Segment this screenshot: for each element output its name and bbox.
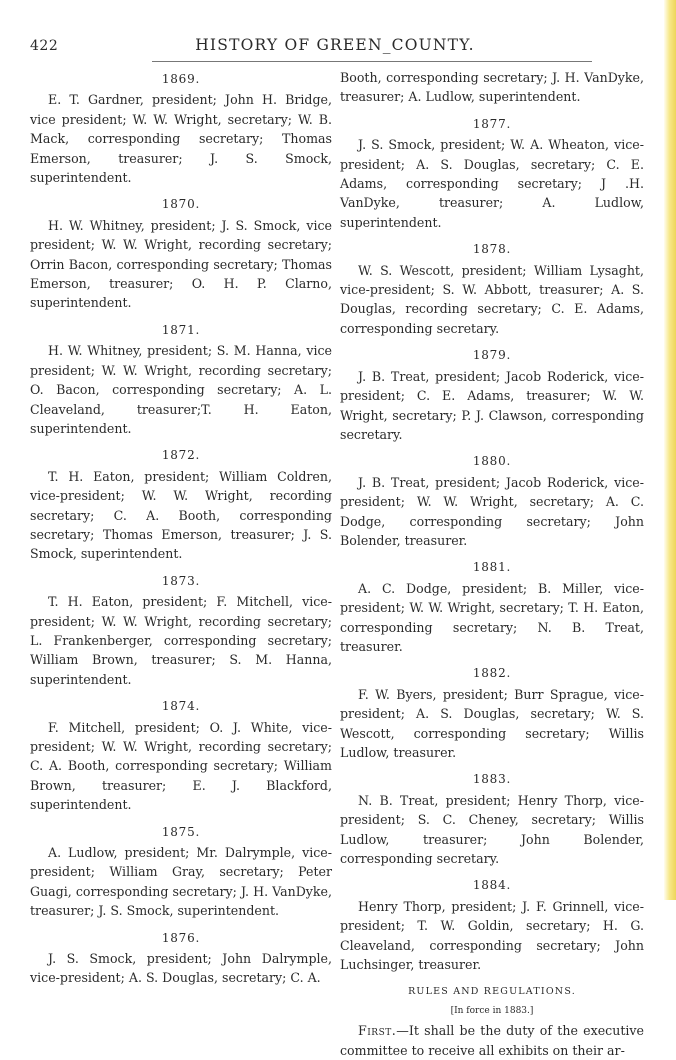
rule-text: —It shall be the duty of the executive committee to receive all exhibits on their ar- xyxy=(340,1023,644,1058)
page-header xyxy=(30,36,640,58)
year-heading: 1872. xyxy=(161,448,201,463)
year-heading: 1870. xyxy=(161,197,201,212)
rule-paragraph-first xyxy=(340,1021,644,1060)
officer-entry: H. W. Whitney, president; S. M. Hanna, vice president; W. W. Wright, recording secretary; O. Bacon, corresponding secretary; A. L. Cleaveland, treasurer;T. H. Eaton, superintendent. xyxy=(30,343,332,436)
year-heading: 1871. xyxy=(161,322,201,337)
header-rule xyxy=(152,61,592,62)
officer-entry: T. H. Eaton, president; William Coldren, vice-president; W. W. Wright, recording secretary; C. A. Booth, corresponding secretary; Thomas Emerson, treasurer; J. S. Smock, superintendent. xyxy=(30,468,332,562)
officer-entry: F. W. Byers, president; Burr Sprague, vice-president; A. S. Douglas, secretary; W. S. Wescott, corresponding secretary; Willis Ludlow, treasurer. xyxy=(340,686,644,760)
officer-entry: F. Mitchell, president; O. J. White, vice-president; W. W. Wright, recording secretary; C. A. Booth, corresponding secretary; William Brown, treasurer; E. J. Blackford, superintendent. xyxy=(30,719,332,813)
officer-entry: J. S. Smock, president; John Dalrymple, vice-president; A. S. Douglas, secretary; C. A. xyxy=(30,951,332,986)
year-heading: 1879. xyxy=(472,348,512,363)
year-heading: 1874. xyxy=(161,699,201,714)
officer-entry: N. B. Treat, president; Henry Thorp, vice-president; S. C. Cheney, secretary; Willis Ludlow, treasurer; John Bolender, corresponding secretary. xyxy=(340,792,644,867)
year-heading: 1876. xyxy=(161,930,201,945)
year-heading: 1884. xyxy=(472,878,512,893)
year-heading: 1875. xyxy=(161,824,201,839)
officer-entry: A. C. Dodge, president; B. Miller, vice-president; W. W. Wright, secretary; T. H. Eaton, corresponding secretary; N. B. Treat, treasurer. xyxy=(340,580,644,654)
officer-entry: T. H. Eaton, president; F. Mitchell, vice-president; W. W. Wright, recording secretary; L. Frankenberger, corresponding secretary; William Brown, treasurer; S. M. Hanna, superintendent. xyxy=(30,594,332,687)
year-heading: 1873. xyxy=(161,573,201,588)
rule-lead-word: First. xyxy=(358,1023,397,1039)
page-number: 422 xyxy=(30,38,59,54)
right-column xyxy=(340,68,644,1060)
year-heading: 1880. xyxy=(472,454,512,469)
rules-section-title: RULES AND REGULATIONS. xyxy=(408,986,576,998)
left-column xyxy=(30,68,332,996)
year-heading: 1877. xyxy=(472,116,512,131)
page-edge xyxy=(664,0,676,900)
officer-entry: J. B. Treat, president; Jacob Roderick, vice-president; W. W. Wright, secretary; A. C. Dodge, corresponding secretary; John Bolender, treasurer. xyxy=(340,474,644,548)
officer-entry: Henry Thorp, president; J. F. Grinnell, vice-president; T. W. Goldin, secretary; H. G. Cleaveland, corresponding secretary; John Luchsinger, treasurer. xyxy=(340,898,644,973)
continued-entry: Booth, corresponding secretary; J. H. VanDyke, treasurer; A. Ludlow, superintendent. xyxy=(340,70,644,105)
year-heading: 1878. xyxy=(472,242,512,257)
year-heading: 1869. xyxy=(161,72,201,86)
officer-entry: A. Ludlow, president; Mr. Dalrymple, vice-president; William Gray, secretary; Peter Guagi, corresponding secretary; J. H. VanDyke, treasurer; J. S. Smock, superintendent. xyxy=(30,845,332,919)
officer-entry: H. W. Whitney, president; J. S. Smock, vice president; W. W. Wright, recording secretary; Orrin Bacon, corresponding secretary; Thomas Emerson, treasurer; O. H. P. Clarno, superintendent. xyxy=(30,217,332,311)
officer-entry: J. B. Treat, president; Jacob Roderick, vice-president; C. E. Adams, treasurer; W. W. Wright, secretary; P. J. Clawson, corresponding secretary. xyxy=(340,368,644,442)
officer-entry: E. T. Gardner, president; John H. Bridge, vice president; W. W. Wright, secretary; W. B. Mack, corresponding secretary; Thomas Emerson, treasurer; J. S. Smock, superintendent. xyxy=(30,92,332,186)
running-title: HISTORY OF GREEN_COUNTY. xyxy=(195,36,475,54)
year-heading: 1881. xyxy=(472,560,512,575)
officer-entry: W. S. Wescott, president; William Lysaght, vice-president; S. W. Abbott, treasurer; A. S. Douglas, recording secretary; C. E. Adams, corresponding secretary. xyxy=(340,262,644,336)
officer-entry: J. S. Smock, president; W. A. Wheaton, vice-president; A. S. Douglas, secretary; C. E. Adams, corresponding secretary; J .H. VanDyke, treasurer; A. Ludlow, superintendent. xyxy=(340,137,644,230)
year-heading: 1883. xyxy=(472,772,512,787)
rules-section-note: [In force in 1883.] xyxy=(450,1005,534,1016)
year-heading: 1882. xyxy=(472,666,512,681)
